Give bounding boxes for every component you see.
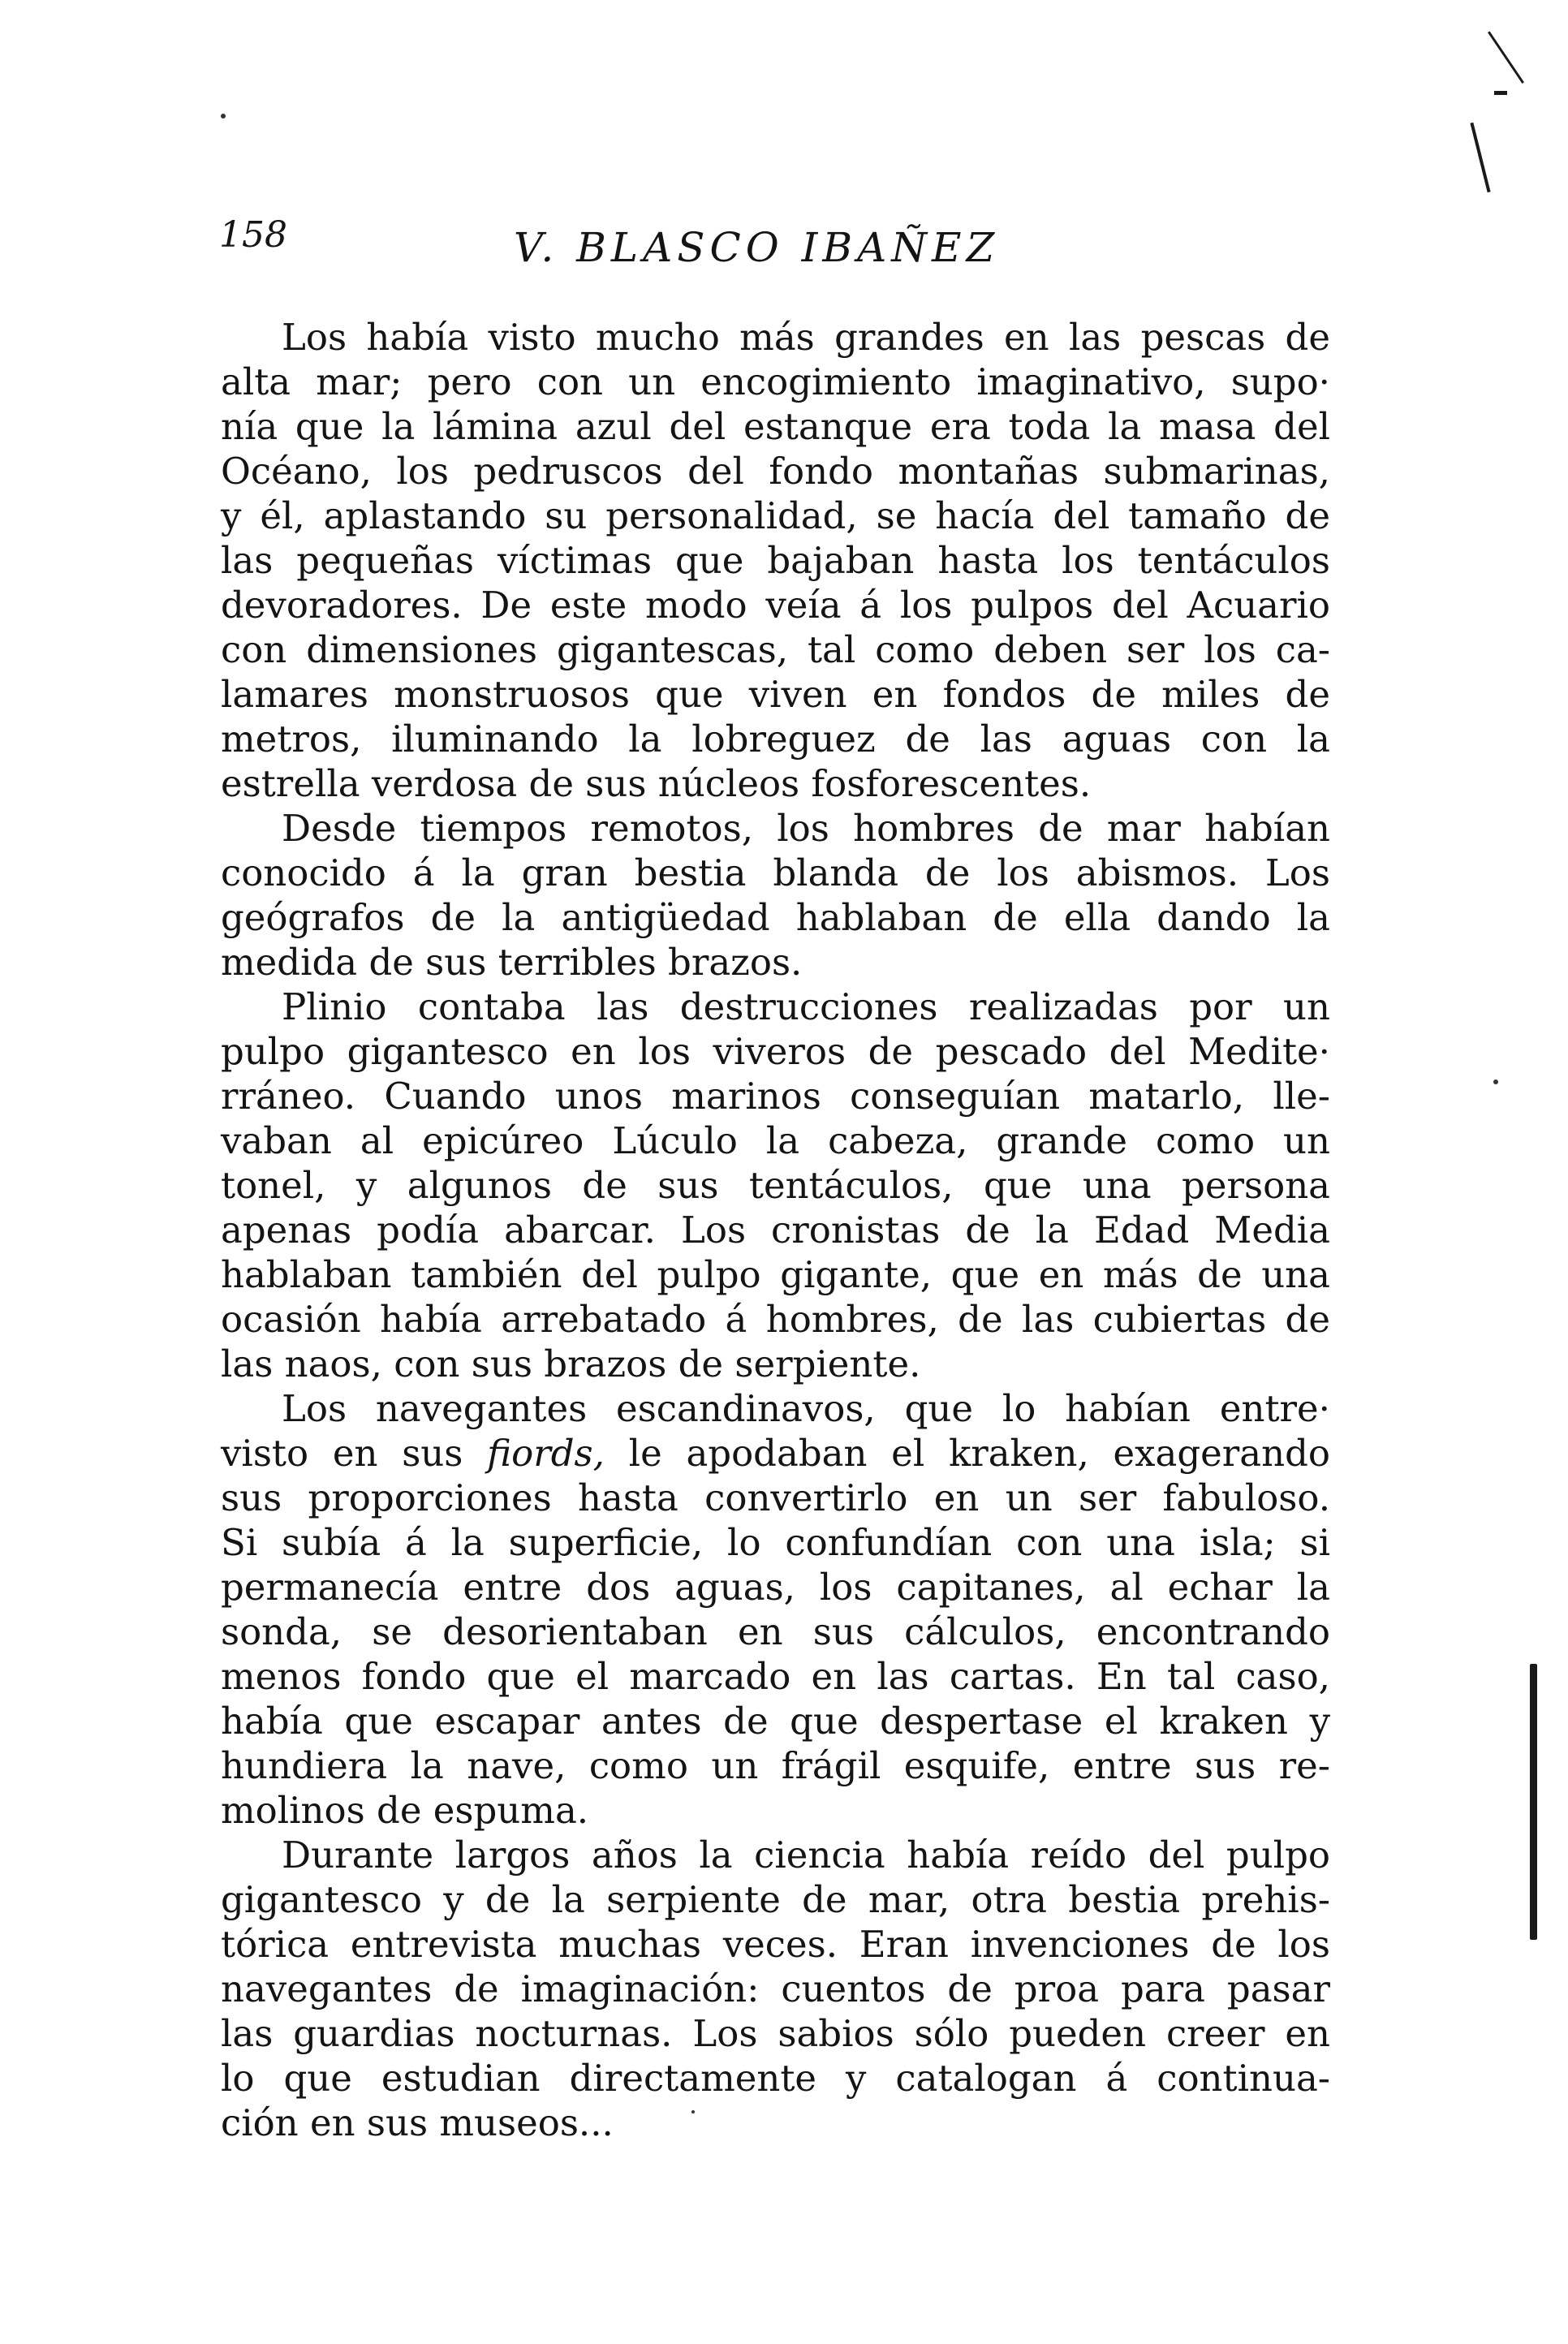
text-line: y él, aplastando su personalidad, se hacía del tamaño de <box>221 494 1330 537</box>
text-line: ocasión había arrebatado á hombres, de las cubiertas de <box>221 1298 1330 1341</box>
text-line: lamares monstruosos que viven en fondos de miles de <box>221 673 1330 716</box>
text-line: menos fondo que el marcado en las cartas. En tal caso, <box>221 1655 1330 1698</box>
text-line: sus proporciones hasta convertirlo en un ser fabuloso. <box>221 1476 1330 1519</box>
text-line: alta mar; pero con un encogimiento imaginativo, supo· <box>221 360 1330 403</box>
text-line: molinos de espuma. <box>221 1789 589 1832</box>
text-line: lo que estudian directamente y catalogan á continua- <box>221 2057 1330 2100</box>
text-line: medida de sus terribles brazos. <box>221 941 803 984</box>
text-line: ción en sus museos... <box>221 2101 614 2144</box>
scan-mark <box>1494 91 1507 95</box>
text-line: rráneo. Cuando unos marinos conseguían matarlo, lle- <box>221 1075 1330 1118</box>
text-line: metros, iluminando la lobreguez de las aguas con la <box>221 717 1330 761</box>
page-number: 158 <box>219 214 287 256</box>
text-line: apenas podía abarcar. Los cronistas de la Edad Media <box>221 1209 1330 1252</box>
text-fragment: visto en sus <box>221 1432 488 1475</box>
text-line: navegantes de imaginación: cuentos de proa para pasar <box>221 1967 1330 2010</box>
text-line: vaban al epicúreo Lúculo la cabeza, grande como un <box>221 1119 1330 1162</box>
text-line: permanecía entre dos aguas, los capitanes, al echar la <box>221 1566 1330 1609</box>
text-line: geógrafos de la antigüedad hablaban de ella dando la <box>221 896 1330 939</box>
text-line: Los había visto mucho más grandes en las pescas de <box>282 316 1330 359</box>
text-line: gigantesco y de la serpiente de mar, otra bestia prehis- <box>221 1878 1330 1921</box>
text-line: Los navegantes escandinavos, que lo habían entre· <box>282 1387 1330 1430</box>
text-line: devoradores. De este modo veía á los pulpos del Acuario <box>221 584 1330 627</box>
running-head: V. BLASCO IBAÑEZ <box>514 224 1000 271</box>
text-line: Si subía á la superficie, lo confundían con una isla; si <box>221 1521 1330 1564</box>
text-line: Durante largos años la ciencia había reído del pulpo <box>282 1833 1330 1876</box>
text-line: sonda, se desorientaban en sus cálculos, encontrando <box>221 1610 1330 1653</box>
text-line-fiords <box>221 1431 1330 1476</box>
body-text <box>221 315 1330 2145</box>
text-line: Plinio contaba las destrucciones realizadas por un <box>282 985 1330 1028</box>
text-line: había que escapar antes de que despertase el kraken y <box>221 1700 1330 1743</box>
text-fragment: le apodaban el kraken, exagerando <box>604 1432 1330 1475</box>
text-line: tórica entrevista muchas veces. Eran invenciones de los <box>221 1923 1330 1966</box>
text-line: con dimensiones gigantescas, tal como deben ser los ca- <box>221 628 1330 671</box>
text-line: estrella verdosa de sus núcleos fosforescentes. <box>221 762 1092 805</box>
scan-mark <box>1470 123 1490 192</box>
text-line: las pequeñas víctimas que bajaban hasta los tentáculos <box>221 539 1330 582</box>
text-line: tonel, y algunos de sus tentáculos, que una persona <box>221 1164 1330 1207</box>
scan-speck <box>221 114 226 118</box>
scan-mark <box>1530 1664 1537 1940</box>
text-line: pulpo gigantesco en los viveros de pescado del Medite· <box>221 1030 1330 1073</box>
italic-word: fiords, <box>487 1432 605 1475</box>
scan-speck <box>1493 1079 1498 1084</box>
text-line: Océano, los pedruscos del fondo montañas submarinas, <box>221 450 1330 493</box>
text-line: nía que la lámina azul del estanque era toda la masa del <box>221 405 1330 448</box>
text-line: las guardias nocturnas. Los sabios sólo pueden creer en <box>221 2012 1330 2055</box>
text-line: hundiera la nave, como un frágil esquife, entre sus re- <box>221 1744 1330 1787</box>
text-line: las naos, con sus brazos de serpiente. <box>221 1342 921 1385</box>
text-line: Desde tiempos remotos, los hombres de mar habían <box>282 807 1330 850</box>
scan-mark <box>1488 31 1524 84</box>
scan-speck <box>691 2110 695 2113</box>
text-line: hablaban también del pulpo gigante, que en más de una <box>221 1253 1330 1296</box>
text-line: conocido á la gran bestia blanda de los abismos. Los <box>221 851 1330 894</box>
